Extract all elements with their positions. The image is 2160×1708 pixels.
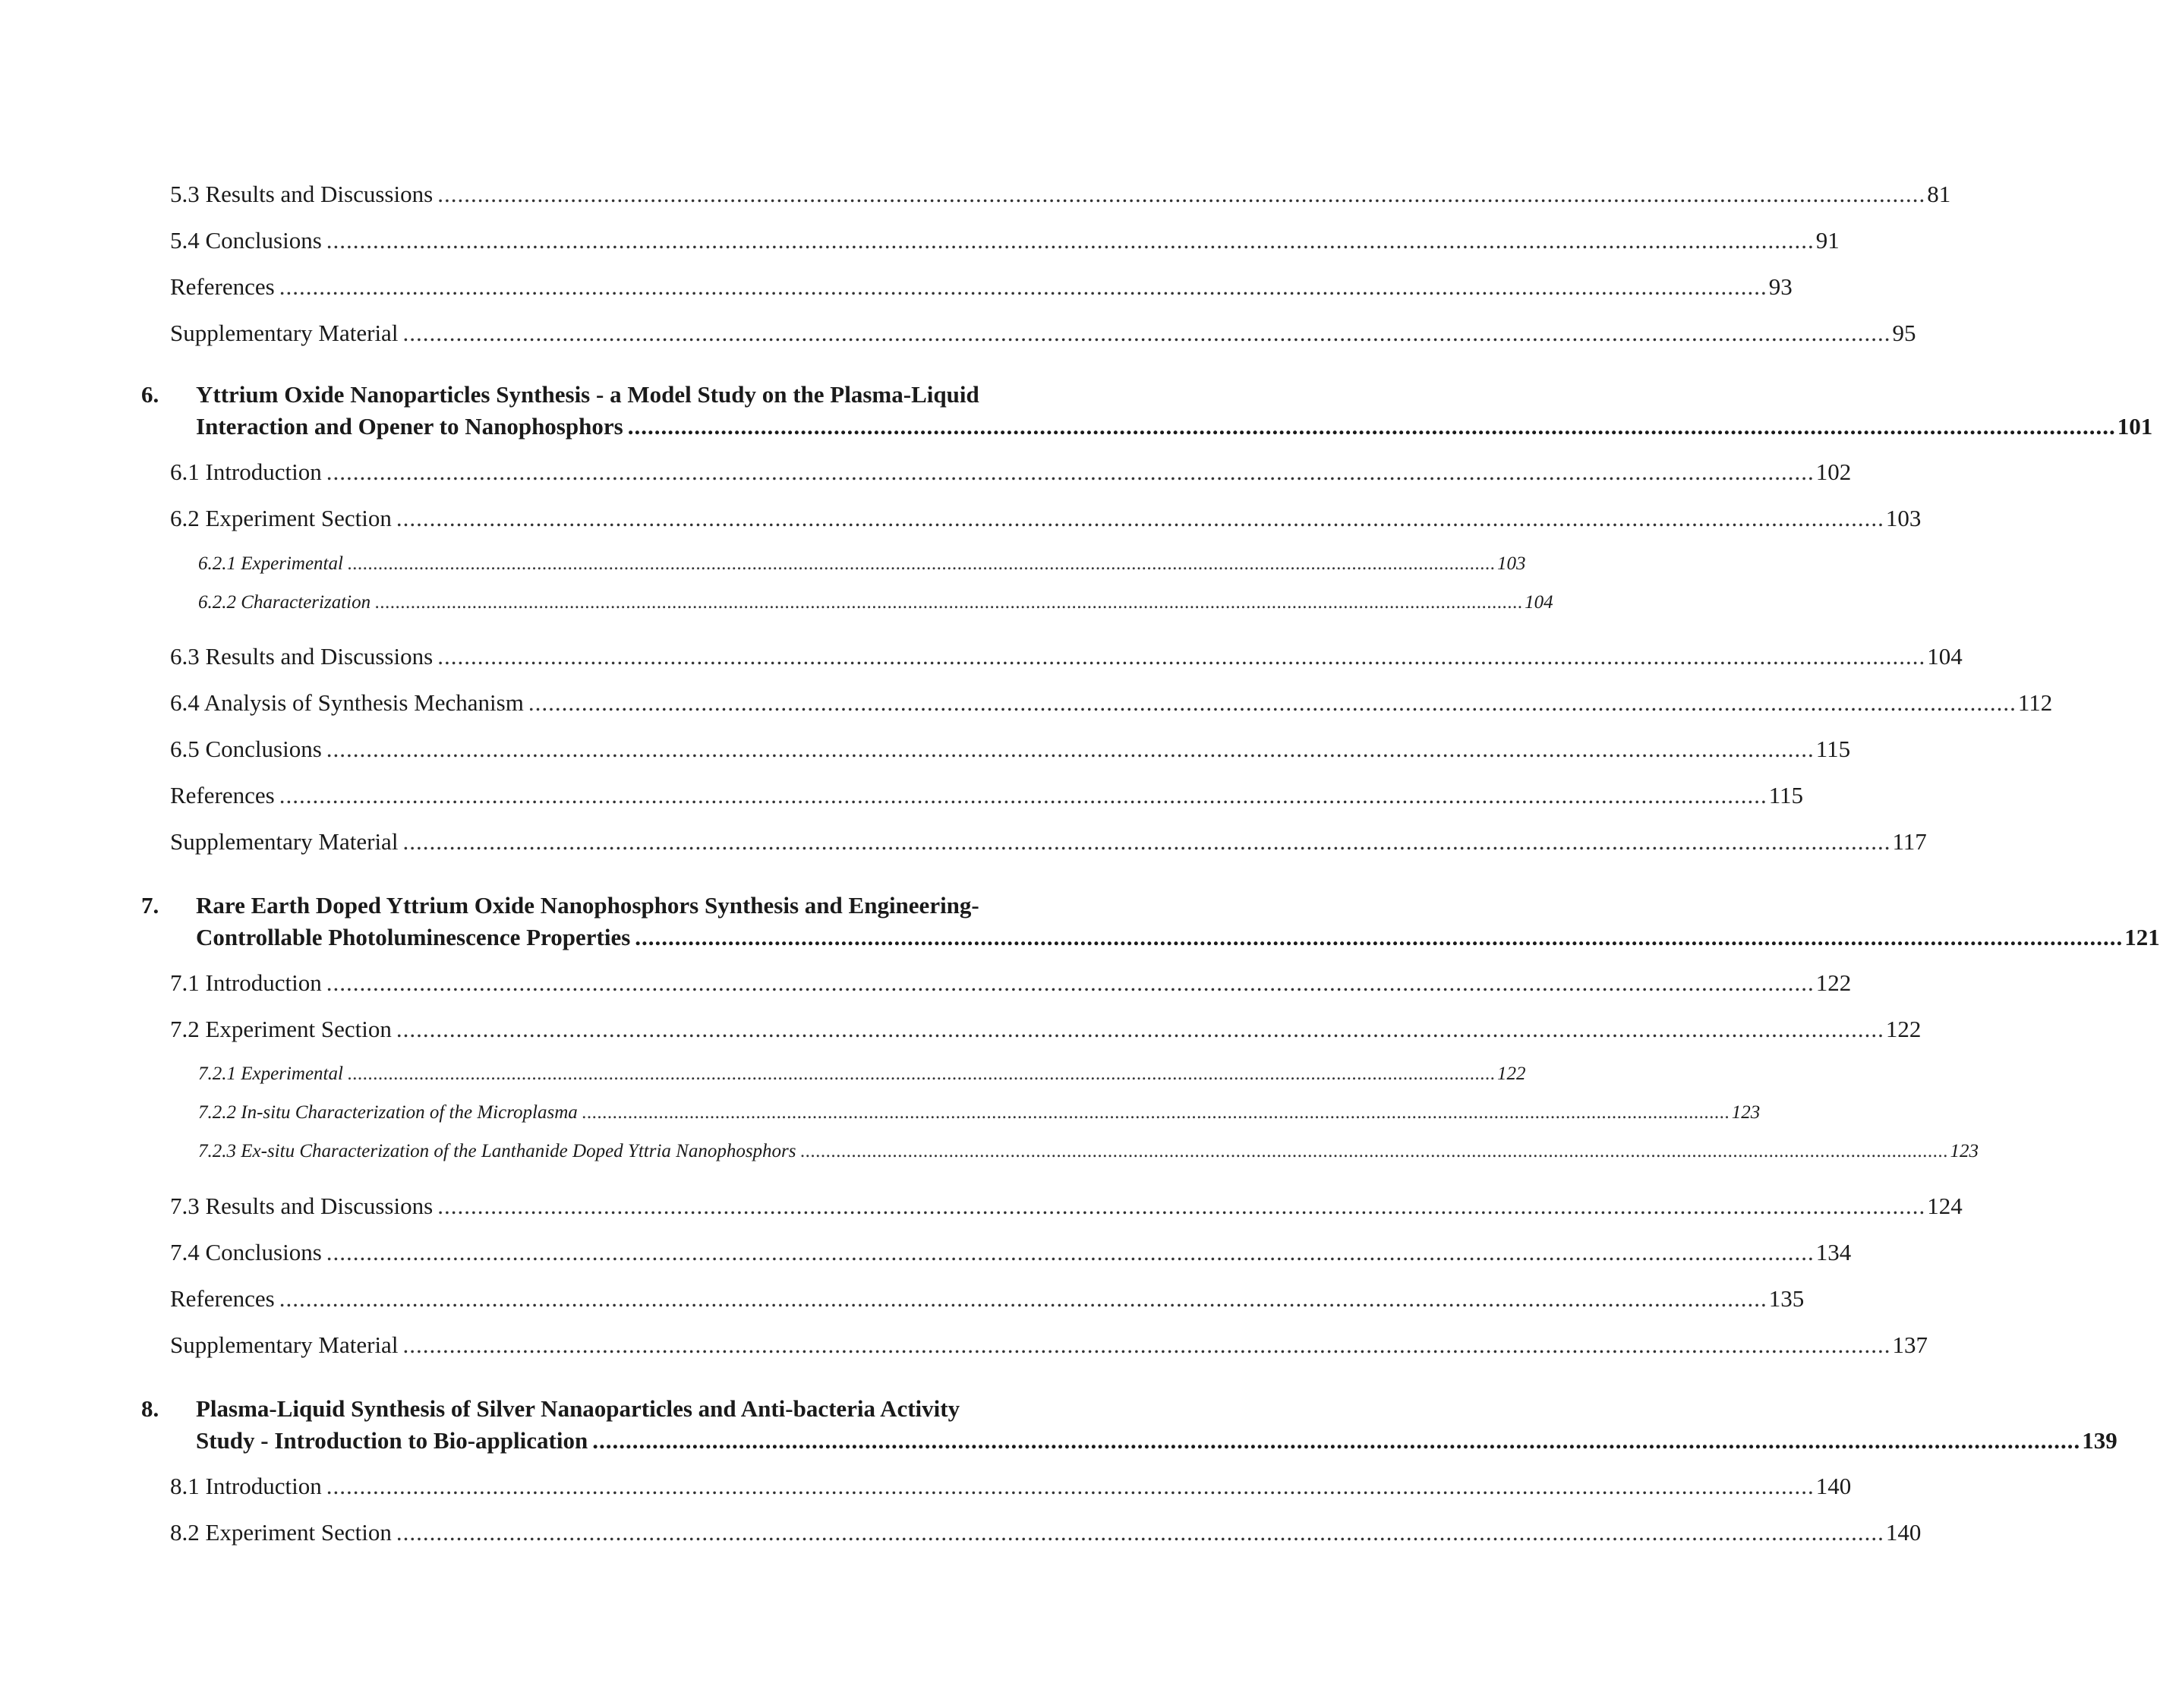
dot-leader: ................................................................................................................................................................................................................................ — [800, 1141, 1949, 1161]
chapter-number: 6. — [141, 381, 159, 408]
toc-entry-label: References — [170, 1285, 275, 1312]
toc-entry-7-4[interactable] — [170, 1237, 1852, 1268]
dot-leader: ................................................................................................................................................................................................................................ — [279, 1285, 1767, 1312]
toc-entry-6-2[interactable] — [170, 503, 1922, 534]
toc-page-number: 123 — [1731, 1102, 1761, 1123]
dot-leader: ................................................................................................................................................................................................................................ — [528, 689, 2017, 716]
toc-page-number: 134 — [1815, 1239, 1852, 1265]
toc-page-number: 103 — [1885, 505, 1922, 531]
chapter-title-line2 — [196, 411, 2153, 443]
dot-leader: ................................................................................................................................................................................................................................ — [437, 1193, 1926, 1219]
toc-entry-6-3[interactable] — [170, 641, 1963, 672]
toc-entry-6-references[interactable] — [170, 780, 1804, 811]
toc-entry-5-4[interactable] — [170, 225, 1840, 256]
toc-entry-7-supplementary[interactable] — [170, 1330, 1928, 1360]
toc-entry-label: 8.1 Introduction — [170, 1473, 322, 1499]
chapter-number: 8. — [141, 1395, 159, 1422]
dot-leader: ................................................................................................................................................................................................................................ — [582, 1102, 1730, 1123]
toc-page-number: 140 — [1885, 1519, 1922, 1546]
toc-entry-6-1[interactable] — [170, 457, 1852, 487]
toc-page-number: 81 — [1927, 181, 1951, 207]
chapter-title-line1: Plasma-Liquid Synthesis of Silver Nanaoparticles and Anti-bacteria Activity — [196, 1395, 960, 1422]
toc-page-number: 103 — [1496, 553, 1526, 574]
chapter-number: 7. — [141, 892, 159, 919]
toc-page-number: 95 — [1892, 320, 1916, 346]
chapter-title-tail: Study - Introduction to Bio-application — [196, 1427, 588, 1454]
toc-entry-7-2-1[interactable] — [198, 1061, 1526, 1087]
toc-page-number: 93 — [1768, 273, 1793, 300]
toc-entry-8-1[interactable] — [170, 1471, 1852, 1502]
chapter-title-line1: Yttrium Oxide Nanoparticles Synthesis - a Model Study on the Plasma-Liquid — [196, 381, 979, 408]
dot-leader: ................................................................................................................................................................................................................................ — [326, 969, 1815, 996]
toc-page-number: 123 — [1950, 1141, 1979, 1161]
toc-page-number: 102 — [1815, 459, 1852, 485]
toc-entry-label: 7.4 Conclusions — [170, 1239, 322, 1265]
toc-entry-8-2[interactable] — [170, 1517, 1922, 1548]
dot-leader: ................................................................................................................................................................................................................................ — [326, 459, 1815, 485]
dot-leader: ................................................................................................................................................................................................................................ — [347, 1064, 1496, 1084]
toc-entry-label: Supplementary Material — [170, 1331, 399, 1358]
toc-entry-label: References — [170, 273, 275, 300]
dot-leader: ................................................................................................................................................................................................................................ — [396, 505, 1884, 531]
dot-leader: ................................................................................................................................................................................................................................ — [592, 1427, 2081, 1454]
toc-entry-label: 6.1 Introduction — [170, 459, 322, 485]
chapter-title-tail: Controllable Photoluminescence Properties — [196, 924, 631, 950]
chapter-title-line2 — [196, 1425, 2117, 1457]
toc-entry-label: 5.4 Conclusions — [170, 227, 322, 254]
toc-entry-7-1[interactable] — [170, 968, 1852, 998]
toc-page-number: 135 — [1768, 1285, 1805, 1312]
toc-page-number: 137 — [1892, 1331, 1928, 1358]
toc-page-number: 139 — [2082, 1427, 2117, 1454]
toc-entry-label: 6.2 Experiment Section — [170, 505, 392, 531]
toc-entry-6-supplementary[interactable] — [170, 827, 1927, 857]
toc-page-number: 91 — [1815, 227, 1840, 254]
dot-leader: ................................................................................................................................................................................................................................ — [375, 592, 1524, 613]
toc-entry-5-3[interactable] — [170, 179, 1951, 210]
toc-entry-7-2-3[interactable] — [198, 1139, 1979, 1164]
toc-entry-7-references[interactable] — [170, 1284, 1805, 1314]
dot-leader: ................................................................................................................................................................................................................................ — [326, 736, 1815, 762]
toc-entry-label: References — [170, 782, 275, 808]
dot-leader: ................................................................................................................................................................................................................................ — [279, 273, 1767, 300]
toc-entry-label: 6.2.2 Characterization — [198, 592, 371, 613]
chapter-title-line1: Rare Earth Doped Yttrium Oxide Nanophosphors Synthesis and Engineering- — [196, 892, 979, 919]
toc-entry-label: 6.4 Analysis of Synthesis Mechanism — [170, 689, 524, 716]
toc-entry-label: 7.2.1 Experimental — [198, 1064, 343, 1084]
dot-leader: ................................................................................................................................................................................................................................ — [347, 553, 1496, 574]
dot-leader: ................................................................................................................................................................................................................................ — [402, 320, 1891, 346]
toc-entry-label: 6.5 Conclusions — [170, 736, 322, 762]
chapter-title-line2 — [196, 922, 2160, 953]
toc-entry-5-supplementary[interactable] — [170, 318, 1916, 348]
toc-page-number: 140 — [1815, 1473, 1852, 1499]
toc-entry-label: 7.2.3 Ex-situ Characterization of the Lanthanide Doped Yttria Nanophosphors — [198, 1141, 796, 1161]
dot-leader: ................................................................................................................................................................................................................................ — [326, 1473, 1815, 1499]
toc-entry-6-5[interactable] — [170, 734, 1851, 764]
toc-entry-7-3[interactable] — [170, 1191, 1963, 1221]
dot-leader: ................................................................................................................................................................................................................................ — [437, 181, 1926, 207]
toc-entry-6-2-1[interactable] — [198, 551, 1526, 577]
toc-entry-label: Supplementary Material — [170, 320, 399, 346]
toc-page-number: 124 — [1927, 1193, 1963, 1219]
chapter-title-tail: Interaction and Opener to Nanophosphors — [196, 413, 623, 440]
toc-entry-label: 8.2 Experiment Section — [170, 1519, 392, 1546]
toc-page-number: 122 — [1815, 969, 1852, 996]
dot-leader: ................................................................................................................................................................................................................................ — [326, 227, 1815, 254]
dot-leader: ................................................................................................................................................................................................................................ — [396, 1519, 1884, 1546]
dot-leader: ................................................................................................................................................................................................................................ — [279, 782, 1767, 808]
toc-page-number: 122 — [1496, 1064, 1526, 1084]
toc-page-number: 104 — [1525, 592, 1553, 613]
dot-leader: ................................................................................................................................................................................................................................ — [627, 413, 2116, 440]
toc-entry-label: 6.2.1 Experimental — [198, 553, 343, 574]
dot-leader: ................................................................................................................................................................................................................................ — [396, 1016, 1884, 1042]
toc-entry-label: 7.2.2 In-situ Characterization of the Microplasma — [198, 1102, 578, 1123]
dot-leader: ................................................................................................................................................................................................................................ — [635, 924, 2124, 950]
toc-entry-6-2-2[interactable] — [198, 590, 1553, 616]
dot-leader: ................................................................................................................................................................................................................................ — [402, 1331, 1891, 1358]
dot-leader: ................................................................................................................................................................................................................................ — [402, 828, 1891, 855]
toc-entry-label: 7.1 Introduction — [170, 969, 322, 996]
toc-page-number: 101 — [2117, 413, 2153, 440]
toc-page-number: 122 — [1885, 1016, 1922, 1042]
toc-page-number: 112 — [2017, 689, 2053, 716]
toc-page-number: 115 — [1815, 736, 1851, 762]
toc-page-number: 121 — [2124, 924, 2160, 950]
dot-leader: ................................................................................................................................................................................................................................ — [437, 643, 1926, 670]
toc-entry-label: 6.3 Results and Discussions — [170, 643, 434, 670]
toc-entry-label: 7.3 Results and Discussions — [170, 1193, 434, 1219]
toc-page-number: 115 — [1768, 782, 1804, 808]
toc-page-number: 117 — [1892, 828, 1927, 855]
toc-entry-label: 7.2 Experiment Section — [170, 1016, 392, 1042]
toc-entry-5-references[interactable] — [170, 272, 1793, 302]
toc-entry-7-2-2[interactable] — [198, 1100, 1761, 1126]
toc-entry-label: 5.3 Results and Discussions — [170, 181, 434, 207]
toc-entry-label: Supplementary Material — [170, 828, 399, 855]
toc-entry-7-2[interactable] — [170, 1014, 1922, 1045]
toc-page-number: 104 — [1927, 643, 1963, 670]
toc-entry-6-4[interactable] — [170, 688, 2053, 718]
dot-leader: ................................................................................................................................................................................................................................ — [326, 1239, 1815, 1265]
